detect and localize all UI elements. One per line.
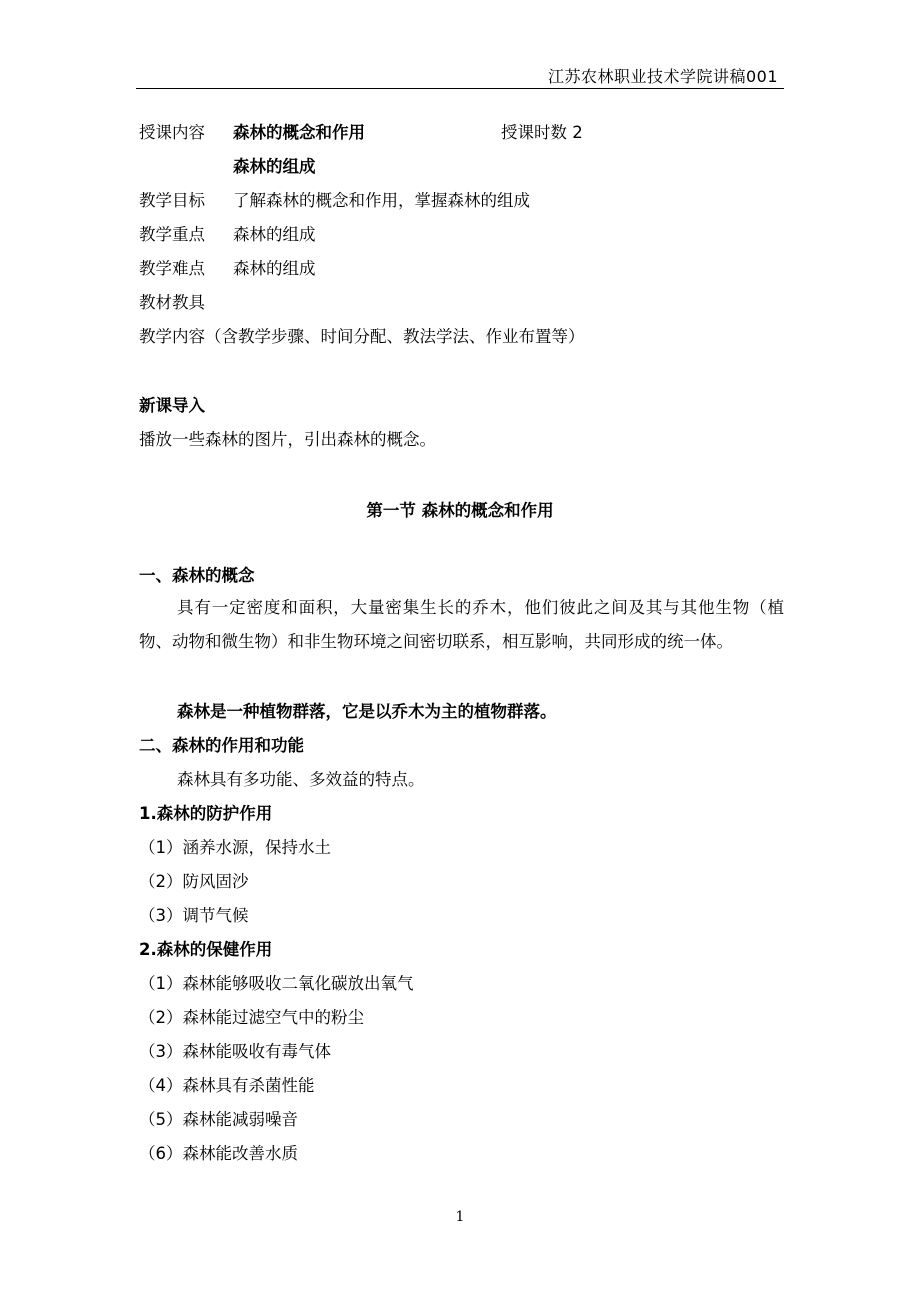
hours-label: 授课时数 2 [501,123,583,142]
materials-label: 教材教具 [139,293,205,312]
protect-heading: 1.森林的防护作用 [139,804,273,823]
function-text: 森林具有多功能、多效益的特点。 [177,770,425,789]
content-row [139,123,583,143]
section-title: 第一节 森林的概念和作用 [366,501,554,520]
concept-bold-statement: 森林是一种植物群落，它是以乔木为主的植物群落。 [177,702,557,721]
goal-label: 教学目标 [139,191,205,210]
header-rule [136,88,784,89]
list-item: （4）森林具有杀菌性能 [139,1076,315,1095]
list-item: （3）森林能吸收有毒气体 [139,1042,331,1061]
goal-row [139,191,530,211]
function-heading: 二、森林的作用和功能 [139,736,304,755]
list-item: （2）防风固沙 [139,872,249,891]
content-value-1: 森林的概念和作用 [233,123,365,142]
list-item: （2）森林能过滤空气中的粉尘 [139,1008,364,1027]
list-item: （6）森林能改善水质 [139,1144,298,1163]
page-header: 江苏农林职业技术学院讲稿001 [547,67,778,86]
health-heading: 2.森林的保健作用 [139,940,273,959]
intro-heading: 新课导入 [139,396,205,415]
page-number: 1 [455,1209,465,1225]
content-label: 授课内容 [139,123,205,142]
content-value-2: 森林的组成 [233,157,316,176]
intro-text: 播放一些森林的图片，引出森林的概念。 [139,430,436,449]
key-value: 森林的组成 [233,225,316,244]
key-row [139,225,316,245]
teaching-content-label: 教学内容（含教学步骤、时间分配、教法学法、作业布置等） [139,327,585,346]
list-item: （1）涵养水源，保持水土 [139,838,331,857]
difficulty-value: 森林的组成 [233,259,316,278]
list-item: （1）森林能够吸收二氧化碳放出氧气 [139,974,414,993]
key-label: 教学重点 [139,225,205,244]
list-item: （3）调节气候 [139,906,249,925]
difficulty-label: 教学难点 [139,259,205,278]
list-item: （5）森林能减弱噪音 [139,1110,298,1129]
concept-heading: 一、森林的概念 [139,566,255,585]
difficulty-row [139,259,316,279]
concept-paragraph: 具有一定密度和面积，大量密集生长的乔木，他们彼此之间及其与其他生物（植物、动物和微生物）和非生物环境之间密切联系，相互影响，共同形成的统一体。 [139,598,784,651]
goal-value: 了解森林的概念和作用，掌握森林的组成 [233,191,530,210]
